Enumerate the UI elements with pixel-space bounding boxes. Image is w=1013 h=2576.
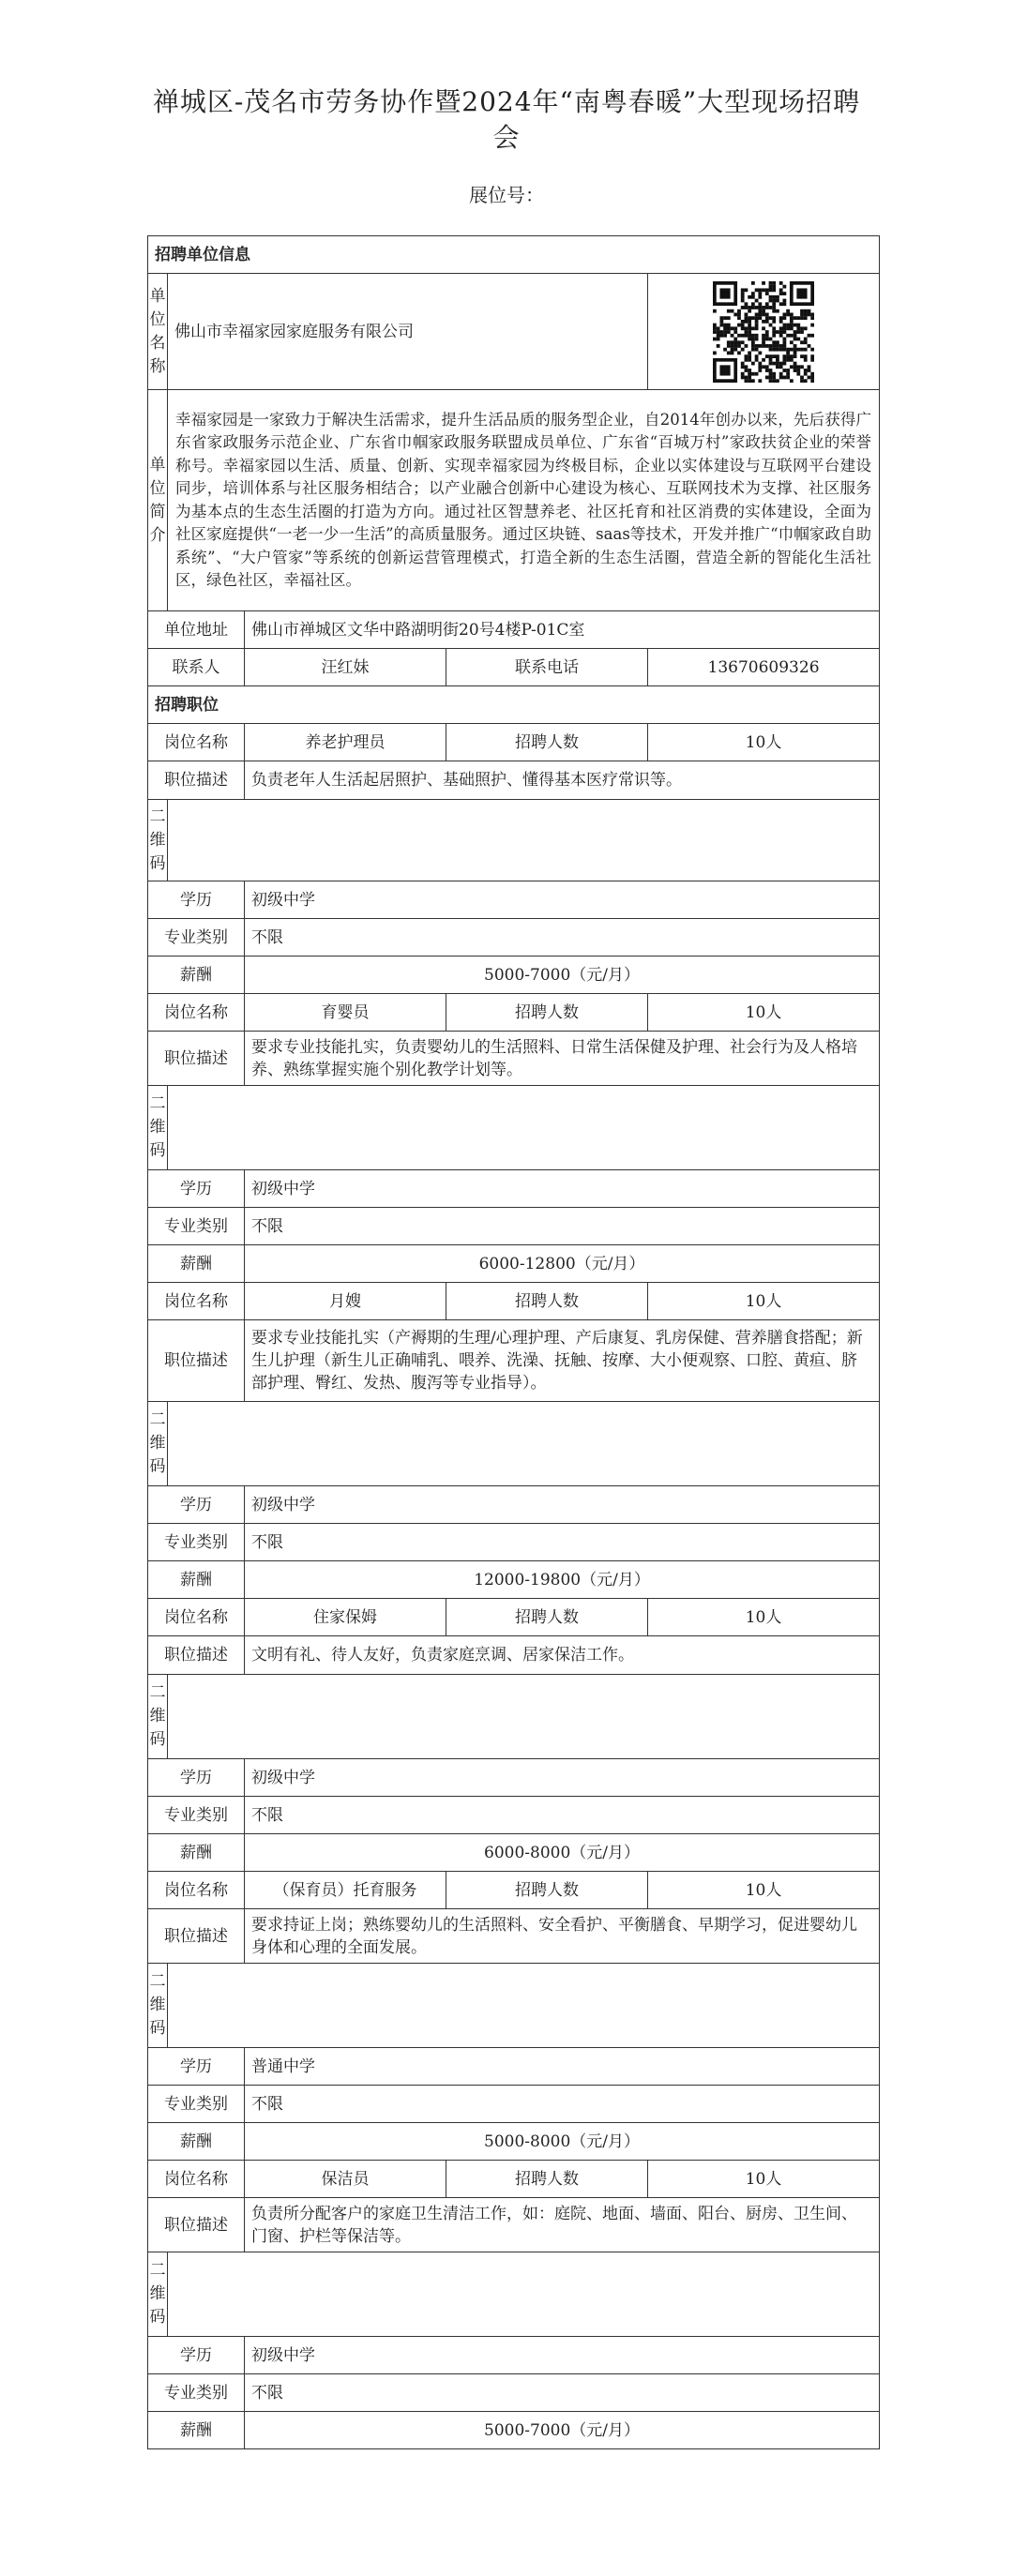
job-education: 初级中学 (245, 2337, 880, 2374)
job-salary: 5000-7000（元/月） (245, 957, 880, 994)
job-major: 不限 (245, 919, 880, 957)
job-headcount: 10人 (648, 2161, 880, 2198)
job-qr-label: 二维码 (148, 1402, 168, 1486)
jobs-section-header: 招聘职位 (148, 686, 880, 724)
job-salary: 12000-19800（元/月） (245, 1561, 880, 1599)
contact-phone: 13670609326 (648, 649, 880, 686)
unit-name: 佛山市幸福家园家庭服务有限公司 (168, 274, 648, 390)
headcount-label: 招聘人数 (446, 994, 648, 1032)
job-desc-label: 职位描述 (148, 761, 245, 800)
job-qr-cell (168, 1086, 880, 1170)
headcount-label: 招聘人数 (446, 1872, 648, 1909)
job-education: 初级中学 (245, 1759, 880, 1797)
job-description: 要求专业技能扎实，负责婴幼儿的生活照料、日常生活保健及护理、社会行为及人格培养、熟练掌握实施个别化教学计划等。 (245, 1032, 880, 1086)
company-section-header: 招聘单位信息 (148, 236, 880, 274)
salary-label: 薪酬 (148, 1561, 245, 1599)
contact-person: 汪红妹 (245, 649, 446, 686)
major-label: 专业类别 (148, 1208, 245, 1245)
job-headcount: 10人 (648, 994, 880, 1032)
headcount-label: 招聘人数 (446, 2161, 648, 2198)
contact-label: 联系人 (148, 649, 245, 686)
job-headcount: 10人 (648, 724, 880, 761)
qr-code-icon (713, 281, 814, 383)
headcount-label: 招聘人数 (446, 1283, 648, 1320)
unit-intro: 幸福家园是一家致力于解决生活需求，提升生活品质的服务型企业，自2014年创办以来，先后获得广东省家政服务示范企业、广东省巾帼家政服务联盟成员单位、广东省“百城万村”家政扶贫企业的荣誉称号。幸福家园以生活、质量、创新、实现幸福家园为终极目标，企业以实体建设与互联网平台建设同步，培训体系与社区服务相结合；以产业融合创新中心建设为核心、互联网技术为支撑、社区服务为基本点的生态生活圈的打造为方向。通过社区智慧养老、社区托育和社区消费的实体建设，全面为社区家庭提供“一老一少一生活”的高质量服务。通过区块链、saas等技术，开发并推广“巾帼家政自助系统”、“大户管家”等系统的创新运营管理模式，打造全新的生态生活圈，营造全新的智能化生活社区，绿色社区，幸福社区。 (168, 390, 880, 611)
job-desc-label: 职位描述 (148, 2198, 245, 2252)
job-qr-label: 二维码 (148, 800, 168, 881)
job-salary: 5000-7000（元/月） (245, 2412, 880, 2449)
unit-intro-label: 单位简介 (148, 390, 168, 611)
job-salary: 6000-12800（元/月） (245, 1245, 880, 1283)
job-education: 初级中学 (245, 881, 880, 919)
job-desc-label: 职位描述 (148, 1636, 245, 1675)
job-qr-cell (168, 1402, 880, 1486)
job-education: 普通中学 (245, 2048, 880, 2086)
job-name-label: 岗位名称 (148, 1872, 245, 1909)
job-name: 住家保姆 (245, 1599, 446, 1636)
major-label: 专业类别 (148, 1797, 245, 1834)
education-label: 学历 (148, 1486, 245, 1524)
job-salary: 6000-8000（元/月） (245, 1834, 880, 1872)
job-name: 育婴员 (245, 994, 446, 1032)
job-name-label: 岗位名称 (148, 1283, 245, 1320)
salary-label: 薪酬 (148, 1245, 245, 1283)
major-label: 专业类别 (148, 2086, 245, 2123)
salary-label: 薪酬 (148, 2412, 245, 2449)
address-label: 单位地址 (148, 611, 245, 649)
job-description: 要求专业技能扎实（产褥期的生理/心理护理、产后康复、乳房保健、营养膳食搭配；新生儿护理（新生儿正确哺乳、喂养、洗澡、抚触、按摩、大小便观察、口腔、黄疸、脐部护理、臀红、发热、腹泻等专业指导）。 (245, 1320, 880, 1402)
job-description: 文明有礼、待人友好，负责家庭烹调、居家保洁工作。 (245, 1636, 880, 1675)
education-label: 学历 (148, 2337, 245, 2374)
job-name-label: 岗位名称 (148, 994, 245, 1032)
job-desc-label: 职位描述 (148, 1032, 245, 1086)
job-name-label: 岗位名称 (148, 2161, 245, 2198)
job-education: 初级中学 (245, 1486, 880, 1524)
job-name: （保育员）托育服务 (245, 1872, 446, 1909)
headcount-label: 招聘人数 (446, 724, 648, 761)
recruitment-form (147, 235, 880, 2449)
job-headcount: 10人 (648, 1283, 880, 1320)
job-qr-label: 二维码 (148, 1675, 168, 1759)
job-name: 月嫂 (245, 1283, 446, 1320)
job-headcount: 10人 (648, 1599, 880, 1636)
job-education: 初级中学 (245, 1170, 880, 1208)
unit-address: 佛山市禅城区文华中路湖明街20号4楼P-01C室 (245, 611, 880, 649)
company-qr-code (648, 274, 880, 390)
education-label: 学历 (148, 2048, 245, 2086)
salary-label: 薪酬 (148, 957, 245, 994)
job-major: 不限 (245, 1208, 880, 1245)
job-name: 保洁员 (245, 2161, 446, 2198)
job-qr-label: 二维码 (148, 1964, 168, 2048)
job-qr-cell (168, 800, 880, 881)
job-description: 负责老年人生活起居照护、基础照护、懂得基本医疗常识等。 (245, 761, 880, 800)
job-qr-label: 二维码 (148, 1086, 168, 1170)
job-desc-label: 职位描述 (148, 1320, 245, 1402)
job-description: 要求持证上岗；熟练婴幼儿的生活照料、安全看护、平衡膳食、早期学习，促进婴幼儿身体和心理的全面发展。 (245, 1909, 880, 1964)
job-desc-label: 职位描述 (148, 1909, 245, 1964)
education-label: 学历 (148, 881, 245, 919)
booth-number-label: 展位号： (469, 184, 544, 206)
job-qr-cell (168, 1675, 880, 1759)
job-name-label: 岗位名称 (148, 724, 245, 761)
headcount-label: 招聘人数 (446, 1599, 648, 1636)
job-qr-cell (168, 2252, 880, 2337)
job-major: 不限 (245, 2086, 880, 2123)
salary-label: 薪酬 (148, 2123, 245, 2161)
job-qr-cell (168, 1964, 880, 2048)
job-major: 不限 (245, 1524, 880, 1561)
major-label: 专业类别 (148, 1524, 245, 1561)
job-qr-label: 二维码 (148, 2252, 168, 2337)
job-major: 不限 (245, 2374, 880, 2412)
job-headcount: 10人 (648, 1872, 880, 1909)
unit-name-label: 单位名称 (148, 274, 168, 390)
education-label: 学历 (148, 1759, 245, 1797)
job-name: 养老护理员 (245, 724, 446, 761)
education-label: 学历 (148, 1170, 245, 1208)
major-label: 专业类别 (148, 2374, 245, 2412)
phone-label: 联系电话 (446, 649, 648, 686)
job-salary: 5000-8000（元/月） (245, 2123, 880, 2161)
salary-label: 薪酬 (148, 1834, 245, 1872)
job-major: 不限 (245, 1797, 880, 1834)
page-title: 禅城区-茂名市劳务协作暨2024年“南粤春暖”大型现场招聘会 (152, 86, 861, 153)
major-label: 专业类别 (148, 919, 245, 957)
job-description: 负责所分配客户的家庭卫生清洁工作，如：庭院、地面、墙面、阳台、厨房、卫生间、门窗、护栏等保洁等。 (245, 2198, 880, 2252)
job-name-label: 岗位名称 (148, 1599, 245, 1636)
